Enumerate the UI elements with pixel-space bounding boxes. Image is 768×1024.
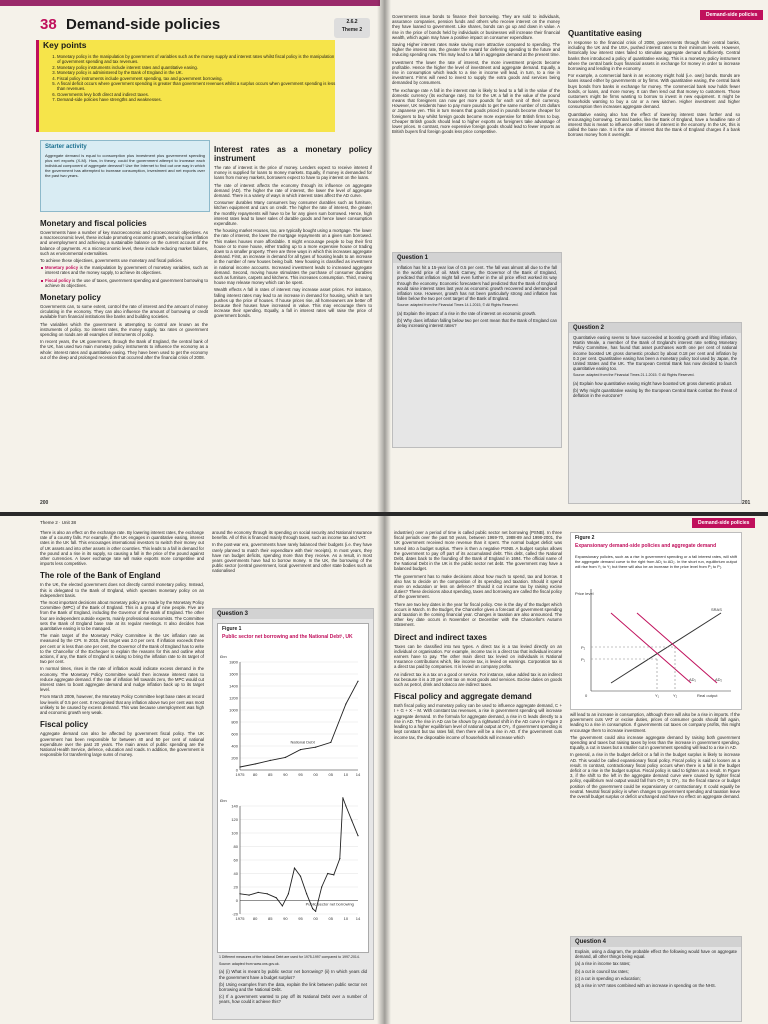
- data-point: [330, 742, 331, 743]
- question-2-body: [569, 333, 741, 501]
- paragraph: There is also an effect on the exchange rate. By lowering interest rates, the exchange rate of a country falls. For example, if the UK engages in quantitative easing, interest rates in the UK fall. This encourages international investors to switch their money out of UK assets and into other assets in other countries. This leads to a fall in demand for the pound and a rise in its supply, so causing a fall in the price of the pound against other currencies. A lower exchange rate will make exports more competitive and imports less competitive.: [40, 530, 204, 567]
- data-point: [351, 820, 352, 821]
- label-ad1: AD₁: [689, 677, 696, 682]
- term-fiscal-policy: Fiscal policy: [45, 277, 71, 283]
- paragraph: From March 2009, however, the Monetary Policy Committee kept base rates at record low levels of 0.5 per cent. It recognised that any inflation above two per cent was most unlikely to be caused by excess demand. This was because unemployment was high and economic growth very weak.: [40, 694, 204, 716]
- starter-text: Aggregate demand is equal to consumption plus investment plus government spending plus net exports (X-M). How, in theory, could the government attempt to increase each individual component of aggregate demand? Use the Internet to find out one way in which the government has attempted to increase consumption, investment and net exports over the past two years.: [45, 153, 205, 178]
- data-point: [248, 895, 249, 896]
- paragraph: In response to the financial crisis of 2008, governments through their central banks, including the UK and the USA, pushed interest rates to their minimum levels. However, historically low interest rates failed to stimulate aggregate demand sufficiently. Central banks then introduced a policy of quantitative easing. This is a monetary policy instrument where the central bank buys financial assets in exchange for money in order to increase borrowing and lending in the economy.: [568, 40, 740, 72]
- starter-title: Starter activity: [45, 144, 87, 150]
- y-tick-label: 1200: [229, 695, 238, 701]
- book-gutter: [377, 0, 391, 512]
- bottom-column-3: [394, 530, 562, 1022]
- paragraph: Consumer durables Many consumers buy consumer durables such as furniture, kitchen equipment and cars on credit. The higher the rate of interest, the greater the monthly repayments will have to be for any given sum borrowed. Hence, high interest rates lead to lower sales of durable goods and hence lower consumption expenditure.: [214, 200, 372, 227]
- x-tick-label: 95: [298, 772, 303, 777]
- key-point: 2. Monetary policy instruments include interest rates and quantitative easing.: [57, 65, 337, 70]
- x-tick-label: 14: [355, 772, 361, 777]
- data-point: [285, 757, 286, 758]
- x-tick-label: 10: [343, 916, 349, 921]
- data-point: [255, 763, 256, 764]
- key-point: 1. Monetary policy is the manipulation by government of variables such as the money supply and interest rates whilst fiscal policy is the manipulation of government spending and tax revenues.: [57, 54, 337, 65]
- x-tick-label: 00: [313, 916, 318, 921]
- data-point: [276, 897, 277, 898]
- figure-2-label: Figure 2: [575, 535, 595, 541]
- y-tick-label: 0: [235, 767, 238, 773]
- paragraph: The housing market Houses, too, are typically bought using a mortgage. The lower the rate of interest, the lower the mortgage repayments on a given sum borrowed. This makes houses more affordable. It might encourage people to buy their first house or to move house, either trading up to a more expensive house or trading down to a smaller property. There are three ways in which this increases aggregate demand. First, an increase in demand for all types of housing leads to an increase in the number of new houses being built. New housing is classified as investment in national income accounts. Increased investment leads to increased aggregate demand. Second, moving house stimulates the purchase of consumer durables such as furniture, carpets and kitchens. This increases consumption. Third, moving house may release money which can be spent.: [214, 228, 372, 286]
- left-page-column-2: [214, 140, 372, 502]
- chapter-number: 38: [40, 16, 57, 33]
- paragraph: Governments can, to some extent, control the rate of interest and the amount of money circulating in the economy. They can also influence the amount of borrowing or credit available from financial institutions like banks and building societies.: [40, 304, 208, 320]
- term-monetary-policy: Monetary policy: [45, 265, 79, 271]
- question-1-body: [393, 263, 561, 445]
- running-head-left: Theme 2 · Unit 38: [40, 520, 77, 525]
- y-tick-label: 800: [231, 719, 238, 725]
- data-point: [258, 892, 259, 893]
- x-tick-label: 80: [252, 772, 258, 777]
- y-tick-label: 400: [231, 743, 238, 749]
- bottom-column-2-text: [212, 530, 372, 610]
- page-number-left: 200: [40, 500, 49, 506]
- label-ad2: AD₂: [715, 677, 723, 682]
- running-ribbon-bottom: Demand-side policies: [692, 518, 755, 528]
- figure-2-box: [570, 532, 742, 710]
- source-note: Source: adapted from www.ons.gov.uk.: [219, 962, 280, 967]
- running-ribbon-top: Demand-side policies: [700, 10, 763, 20]
- y-tick-label: 1000: [229, 707, 238, 713]
- bottom-column-4: [570, 712, 740, 934]
- question-3-heading: Question 3: [213, 609, 373, 619]
- y-tick-label: 80: [233, 843, 238, 849]
- key-point: 7. Demand-side policies have strengths and weaknesses.: [57, 97, 337, 102]
- paragraph: Explain, using a diagram, the probable effect the following would have on aggregate demand, all other things being equal.: [575, 949, 737, 960]
- data-point: [342, 797, 343, 798]
- data-point: [327, 873, 328, 874]
- theme-name: Theme 2: [341, 27, 363, 33]
- paragraph: Inflation has hit a 15-year low of 0.5 per cent. The fall was almost all due to the fall in the world price of oil. Mark Carney, the Governor of the Bank of England, predicted that inflation might fall even further in the oil price effect worked its way through the economy. Economic forecasters had predicted that the Bank of England would raise interest rates last year as economic growth recovered and demand-pull inflation rose. However, growth has not been particularly strong and inflation has fallen below the two per cent target of the Bank of England.: [397, 265, 557, 302]
- figure-1-title: Public sector net borrowing and the National Debt¹, UK: [222, 634, 353, 640]
- label-p2: P₂: [581, 645, 586, 650]
- question-4-heading: Question 4: [571, 937, 741, 947]
- question-part: (b) a cut in council tax rates;: [575, 968, 629, 974]
- question-4-box: [570, 936, 742, 1022]
- paragraph: around the economy through its spending on social security and National Insurance benefits. All of this is financed mainly through taxes, such as income tax and VAT.: [212, 530, 372, 541]
- paragraph: Quantitative easing also has the effect of lowering interest rates further and so encouraging borrowing. Central banks, like the Bank of England, have a headline rate of interest that is meant to influence other rates of interest in the economy. In the UK, this is called the base rate. It is the rate of interest that the Bank of England charges if a bank borrows money from it overnight.: [568, 111, 740, 138]
- paragraph: Saving Higher interest rates make saving more attractive compared to spending. The higher the interest rate, the greater the reward for deferring spending to the future and reducing spending now. This may lead to a fall in aggregate demand at the present time.: [392, 42, 560, 58]
- paragraph: An indirect tax is a tax on a good or service. For instance, value added tax is an indirect tax because it is a 20 per cent tax on most goods and services. Excise duties on goods such as petrol, drink and tobacco are indirect taxes.: [394, 671, 562, 688]
- data-point: [282, 905, 283, 906]
- axis-label-output: Real output: [697, 693, 718, 698]
- bottom-spread: [0, 516, 768, 1024]
- x-tick-label: 00: [313, 772, 318, 777]
- data-point: [315, 747, 316, 748]
- heading-interest-rates: Interest rates as a monetary policy instrument: [214, 145, 372, 163]
- figure-2-caption: Expansionary policies, such as a rise in government spending or a fall interest rates, will shift the aggregate demand curve to the right from AD₁ to AD₂. In the short run, equilibrium output will rise from Y₁ to Y₂ but there will also be an increase in the price level from P₁ to P₂.: [575, 555, 737, 569]
- right-page-column-1: [392, 14, 560, 250]
- key-point: 6. Governments levy both direct and indirect taxes.: [57, 92, 337, 97]
- paragraph: For example, a commercial bank in an economy might hold (i.e. own) bonds. Bonds are loans issued either by governments or by firms. With quantitative easing, the central bank buys bonds from banks in exchange for money. The commercial bank now holds fewer bonds, or loans, and more money. It can then lend out that money to customers. Those customers might be firms wanting to borrow to invest in new equipment. It might be households wanting to buy a car or a new kitchen. Higher investment and higher consumption then increases aggregate demand.: [568, 73, 740, 110]
- y-tick-label: 200: [231, 755, 238, 761]
- label-y2: Y₂: [673, 693, 678, 698]
- y-axis-unit: £bn: [220, 654, 227, 659]
- heading-fiscal-policy: Fiscal policy: [40, 720, 89, 730]
- data-point: [288, 893, 289, 894]
- question-part: (a) Explain how quantitative easing might have boosted UK gross domestic product.: [573, 380, 733, 386]
- data-point: [321, 886, 322, 887]
- x-tick-label: 95: [298, 916, 303, 921]
- key-points-title: Key points: [43, 40, 87, 50]
- bullet-fiscal: [40, 278, 208, 288]
- y-tick-label: 60: [233, 857, 238, 863]
- series-line: [240, 798, 358, 911]
- key-points-box: [36, 40, 335, 132]
- question-part: (c) If a government wanted to pay off its National Debt over a number of years, how could it achieve this?: [219, 994, 367, 1005]
- heading-quantitative-easing: Quantitative easing: [568, 29, 642, 38]
- paragraph: Aggregate demand can also be affected by government fiscal policy. The UK government has been responsible for between 40 and 50 per cent of national expenditure over the past 20 years. The main areas of public spending are the National Health Service, defence, education and roads. In addition, the government is responsible for transferring large sums of money.: [40, 731, 204, 758]
- x-tick-label: 14: [355, 916, 361, 921]
- data-point: [333, 874, 334, 875]
- paragraph: The government has to make decisions about how much to spend, tax and borrow. It also has to decide on the composition of its spending and taxation. Should it spend more on education or less on defence? Should it cut income tax by raising excise duties? These decisions about spending, taxes and borrowing are called the fiscal policy of the government.: [394, 573, 562, 600]
- bullet-text: is the use of taxes, government spending and government borrowing to achieve its objectives.: [45, 277, 208, 288]
- paragraph: In the UK, the elected government does not directly control monetary policy. Instead, this is delegated to the Bank of England, which operates monetary policy on an independent basis.: [40, 582, 204, 598]
- label-p1: P₁: [581, 657, 586, 662]
- question-part: (a) a rise in income tax rates;: [575, 961, 631, 967]
- theme-code: 2.6.2: [346, 19, 358, 25]
- paragraph: The most important decisions about monetary policy are made by the Monetary Policy Committee (MPC) of the Bank of England. This is a group of nine people. Five are from the Bank of England, including the Governor of the Bank of England. The other four are independent outside experts, mainly professional economists. The Committee sets the Bank of England base rate at its regular meetings. It also decides how quantitative easing is to be managed.: [40, 600, 204, 632]
- figure-2-title: Expansionary demand-side policies and aggregate demand: [575, 543, 717, 549]
- data-point: [345, 703, 346, 704]
- bottom-column-1: [40, 530, 204, 1022]
- x-tick-label: 80: [252, 916, 258, 921]
- top-color-bar: [0, 0, 380, 6]
- key-points-list: [49, 54, 337, 103]
- paragraph: Wealth effects A fall in rates of interest may increase asset prices. For instance, falling interest rates may lead to an increase in demand for housing, which in turn pushes up the price of houses. If house prices rise, all homeowners are better off because their houses have increased in value. This may encourage them to increase their spending. Equally, a fall in interest rates will raise the price of government bonds.: [214, 287, 372, 319]
- key-point: 4. Fiscal policy instruments include government spending, tax and government borrowing.: [57, 76, 337, 81]
- y-tick-label: 1400: [229, 683, 238, 689]
- y-tick-label: 140: [231, 803, 238, 809]
- paragraph: Investment The lower the rate of interest, the more investment projects become profitable. Hence the higher the level of investment and aggregate demand. Equally, a rise in consumption which leads to a rise in income will lead, in turn, to a rise in investment. Firms will need to invest to supply the extra goods and services being demanded by consumers.: [392, 59, 560, 86]
- bullet-monetary: [40, 265, 208, 275]
- paragraph: will lead to an increase in consumption, although there will also be a rise in imports. If the government cuts VAT or excise duties, prices of consumer goods should fall again, leading to a rise in consumption. If governments cut taxes on company profits, this might encourage them to increase investment.: [570, 712, 740, 733]
- question-part: (b) Why might quantitative easing by the European Central Bank combat the threat of deflation in the eurozone?: [573, 387, 737, 399]
- data-point: [267, 893, 268, 894]
- paragraph: In normal times, rises in the rate of inflation would indicate excess demand in the economy. The Monetary Policy Committee would then increase interest rates to reduce aggregate demand. If the rate of inflation fell towards zero, the MPC would cut interest rates to boost aggregate demand and nudge inflation back up to its target level.: [40, 666, 204, 693]
- y-tick-label: 20: [233, 884, 238, 890]
- paragraph: In the post-war era, governments have rarely balanced their budgets (i.e. they have rarely planned to match their expenditure with their receipts). In most years, they have run budget deficits, spending more than they receive. As a result, in most years governments have had to borrow money. In the UK, the borrowing of the public sector (central government, local government and other state bodies such as nationalised: [212, 542, 372, 574]
- x-tick-label: 05: [328, 772, 333, 777]
- heading-monetary-policy: Monetary policy: [40, 293, 101, 303]
- question-part: (b) Using examples from the data, explain the link between public sector net borrowing and the National Debt.: [219, 981, 367, 993]
- x-tick-label: 90: [283, 772, 288, 777]
- data-point: [345, 805, 346, 806]
- data-point: [339, 858, 340, 859]
- y-tick-label: 1600: [229, 671, 238, 677]
- x-tick-label: 1975: [235, 772, 245, 777]
- paragraph: The rate of interest is the price of money. Lenders expect to receive interest if money is supplied for loans to money markets. Equally, if money is demanded for loans from money markets, borrowers expect to have to pay interest on the loans.: [214, 165, 372, 181]
- chapter-title: Demand-side policies: [66, 16, 221, 33]
- label-sras: SRAS: [711, 607, 722, 612]
- paragraph: Both fiscal policy and monetary policy can be used to influence aggregate demand, C + I + G + X − M. With constant tax revenues, a rise in government spending will increase aggregate demand. In the formula for aggregate demand, a rise in G leads directly to a rise in AD. The rise in AD can be shown by a rightward shift in the AD curve in Figure 2 leading to a higher equilibrium level of national output at OY₁. If government spending is kept constant but tax rates fall, then there will be a rise in AD. If the government cuts income tax, the disposable income of households will increase which: [394, 703, 562, 740]
- source-note: Source: adapted from the Financial Times 14.1.2015, © All Rights Reserved.: [397, 303, 519, 308]
- data-point: [294, 868, 295, 869]
- question-3-body: [219, 955, 367, 1015]
- axis-label-price: Price level: [575, 591, 594, 596]
- left-page-column-1: [40, 214, 208, 498]
- x-tick-label: 85: [268, 772, 273, 777]
- label-origin: 0: [585, 693, 588, 698]
- data-point: [239, 766, 240, 767]
- book-gutter: [377, 516, 391, 1024]
- y-tick-label: -20: [232, 911, 238, 917]
- x-tick-label: 1975: [235, 916, 245, 921]
- data-point: [300, 876, 301, 877]
- figure-1-label: Figure 1: [222, 626, 242, 632]
- paragraph: In general, a rise in the budget deficit or a fall in the budget surplus is likely to increase AD. This would be called expansionary fiscal policy. Fiscal policy is said to loosen as a result. In contrast, contractionary fiscal policy occurs when there is a fall in the budget deficit or a rise in the budget surplus. Fiscal policy is said to tighten as a result. In Figure 3, if the shift to the left in the aggregate demand curve were caused by tighter fiscal policy, equilibrium real output would fall from OY₂ to OY₁. So the fiscal stance or budget position of the government could be expansionary or contractionary. It could equally be neutral. Neutral fiscal policy is when changes to government spending and taxation leave the overall budget surplus or deficit unchanged and have no effect on aggregate demand.: [570, 752, 740, 800]
- y-tick-label: 0: [235, 897, 238, 903]
- x-tick-label: 10: [343, 772, 349, 777]
- data-point: [315, 911, 316, 912]
- paragraph: industries) over a period of time is called public sector net borrowing (PSNB). In three fiscal periods over the past 50 years, between 1969-70, 1988-89 and 1998-2001, the UK government received more revenue than it spent. The normal budget deficit was turned into a budget surplus. There is then a negative PSNB. A budget surplus allows the government to pay off part of its accumulated debt. This debt, called the National Debt, dates back to the founding of the Bank of England in 1694. The official name of the National Debt in the UK is the public sector net debt. The government may have a balanced budget.: [394, 530, 562, 572]
- key-point: 3. Monetary policy is administered by the Bank of England in the UK.: [57, 70, 337, 75]
- paragraph: Taxes can be classified into two types. A direct tax is a tax levied directly on an individual or organisation. For example, income tax is a direct tax that individual income earners have to pay. The other main direct tax levied on individuals is National Insurance contributions which, like income tax, is levied on earnings. Corporation tax is a direct tax paid by companies. It is levied on company profits.: [394, 643, 562, 670]
- heading-fiscal-aggregate-demand: Fiscal policy and aggregate demand: [394, 692, 532, 702]
- paragraph: To achieve these objectives, governments use monetary and fiscal policies.: [40, 258, 184, 264]
- starter-activity-box: [40, 140, 210, 212]
- paragraph: In recent years, the UK government, through the Bank of England, the central bank of the UK, has used two main monetary policy instruments to influence the economy as a whole: interest rates and quantitative easing. They have been used to get the economy out of the deep and prolonged recession that occurred after the financial crisis of 2008.: [40, 339, 208, 360]
- ad1-curve: [611, 613, 691, 683]
- data-point: [357, 681, 358, 682]
- heading-bank-of-england: The role of the Bank of England: [40, 571, 161, 581]
- page-number-right: 201: [742, 500, 751, 506]
- data-point: [357, 835, 358, 836]
- y-axis-unit: £bn: [220, 798, 227, 803]
- heading-monetary-fiscal: Monetary and fiscal policies: [40, 219, 147, 228]
- question-1-box: [392, 252, 562, 448]
- series-label: Public sector net borrowing: [305, 901, 354, 907]
- paragraph: The main target of the Monetary Policy Committee is the UK inflation rate as measured by the CPI. In 2015, this target was 2.0 per cent. If inflation exceeds three per cent or is less than one per cent, the Governor of the Bank of England has to write to the Chancellor of the Exchequer to explain the reasons for this and outline what actions, if any, the Bank of England is taking to bring the inflation rate to its target of two per cent.: [40, 633, 204, 665]
- y-tick-label: 600: [231, 731, 238, 737]
- question-3-box: [212, 608, 374, 1020]
- series-label: National Debt: [290, 739, 315, 745]
- question-part: (c) a cut in spending on education;: [575, 975, 641, 981]
- bullet-text: is the manipulation by government of monetary variables, such as interest rates and the money supply, to achieve its objectives.: [45, 265, 208, 276]
- right-page-column-2: [568, 24, 740, 318]
- question-1-heading: Question 1: [393, 253, 561, 263]
- paragraph: Governments have a number of key macroeconomic and microeconomic objectives. As a macroeconomic level, these include promoting economic growth, securing low inflation and unemployment and achieving a sustainable balance on the current account of the balance of payments. At a microeconomic level, these include reducing market failures, such as environmental externalities.: [40, 230, 208, 256]
- paragraph: Quantitative easing seems to have succeeded at boosting growth and lifting inflation, Martin Weale, a member of the Bank of England's interest rate setting Monetary Policy Committee, has found that asset purchases worth one per cent of national income boosted UK gross domestic product by about 0.18 per cent and inflation by 0.3 per cent. Quantitative easing has been a monetary policy tool used by Japan, the United States and the UK. The European Central Bank has now decided to launch quantitative easing too.: [573, 335, 737, 372]
- question-part: (b) Why does inflation falling below two per cent mean that the Bank of England can delay increasing interest rates?: [397, 317, 557, 329]
- question-part: (a) (i) What is meant by public sector net borrowing? (ii) In which years did the government have a budget surplus?: [219, 969, 367, 980]
- heading-direct-indirect-taxes: Direct and indirect taxes: [394, 632, 487, 642]
- label-y1: Y₁: [655, 693, 660, 698]
- ad-as-diagram: [571, 583, 741, 709]
- x-tick-label: 05: [328, 916, 333, 921]
- question-2-box: [568, 322, 742, 504]
- figure-1: [217, 623, 369, 953]
- paragraph: The variables which the government is attempting to control are known as the instruments of policy. So interest rates, the money supply, tax rates or government spending on roads are all examples of instruments of policy.: [40, 321, 208, 338]
- paragraph: The exchange rate A fall in the interest rate is likely to lead to a fall in the value of the domestic currency (its exchange rate). So for the UK a fall in the value of the pound means that foreigners can now get more pounds for each unit of their currency. However, UK residents have to pay more pounds to get the same number of US dollars or Japanese yen. This in turn means that goods priced in pounds become cheaper for foreigners to buy whilst foreign goods become more expensive for British firms to buy. Cheaper British goods should lead to higher exports as foreigners take advantage of lower prices. In contrast, more expensive foreign goods should lead to fewer imports as British buyers find foreign goods less price competitive.: [392, 87, 560, 135]
- question-part: (d) a rise in VAT rates combined with an increase in spending on the NHS.: [575, 983, 716, 989]
- question-part: (a) Explain the impact of a rise in the rate of interest on economic growth.: [397, 310, 537, 316]
- national-debt-chart: [218, 650, 366, 790]
- x-tick-label: 85: [268, 916, 273, 921]
- data-point: [300, 749, 301, 750]
- data-point: [312, 908, 313, 909]
- data-point: [306, 893, 307, 894]
- series-line: [240, 681, 358, 767]
- paragraph: There are two key dates in the year for fiscal policy. One is the day of the Budget which occurs in March. In the Budget, the Chancellor gives a forecast of government spending and taxation in the coming financial year. Changes in taxation are also announced. The other key date occurs in November or December with the Chancellor's Autumn Statement.: [394, 601, 562, 628]
- y-tick-label: 40: [233, 870, 238, 876]
- paragraph: The rate of interest affects the economy through its influence on aggregate demand (AD). The higher the rate of interest, the lower the level of aggregate demand. There is a variety of ways in which interest rates affect the AD curve.: [214, 182, 372, 199]
- question-2-heading: Question 2: [569, 323, 741, 333]
- data-point: [270, 760, 271, 761]
- key-point: 5. A fiscal deficit occurs where government spending is greater than government revenues whilst a surplus occurs when government spending is less than revenues.: [57, 81, 337, 92]
- psnb-chart: [218, 794, 366, 934]
- y-tick-label: 100: [231, 830, 238, 836]
- figure-note: 1 Different measures of the National Debt are used for 1975-1997 compared to 1997-2014.: [219, 955, 360, 959]
- paragraph: Governments issue bonds to finance their borrowing. They are sold to individuals, assurance companies, pension funds and others who receive interest on the money they have loaned to government. Like shares, bonds can go up and down in value. A rise in the price of bonds held by individuals or businesses will increase their financial wealth, which again may have a positive impact on consumer expenditure.: [392, 14, 560, 40]
- question-4-body: [571, 947, 741, 1017]
- paragraph: The government could also increase aggregate demand by raising both government spending and taxes but raising taxes by less than the increase in government spending. Equally, a cut in taxes but a smaller cut in government spending will lead to a rise in AD.: [570, 734, 740, 751]
- y-tick-label: 120: [231, 816, 238, 822]
- x-tick-label: 90: [283, 916, 288, 921]
- source-note: Source: adapted from the Financial Times 21.1.2015. © All Rights Reserved.: [573, 373, 695, 378]
- data-point: [239, 893, 240, 894]
- theme-tag: [334, 18, 370, 38]
- y-tick-label: 1800: [229, 659, 238, 665]
